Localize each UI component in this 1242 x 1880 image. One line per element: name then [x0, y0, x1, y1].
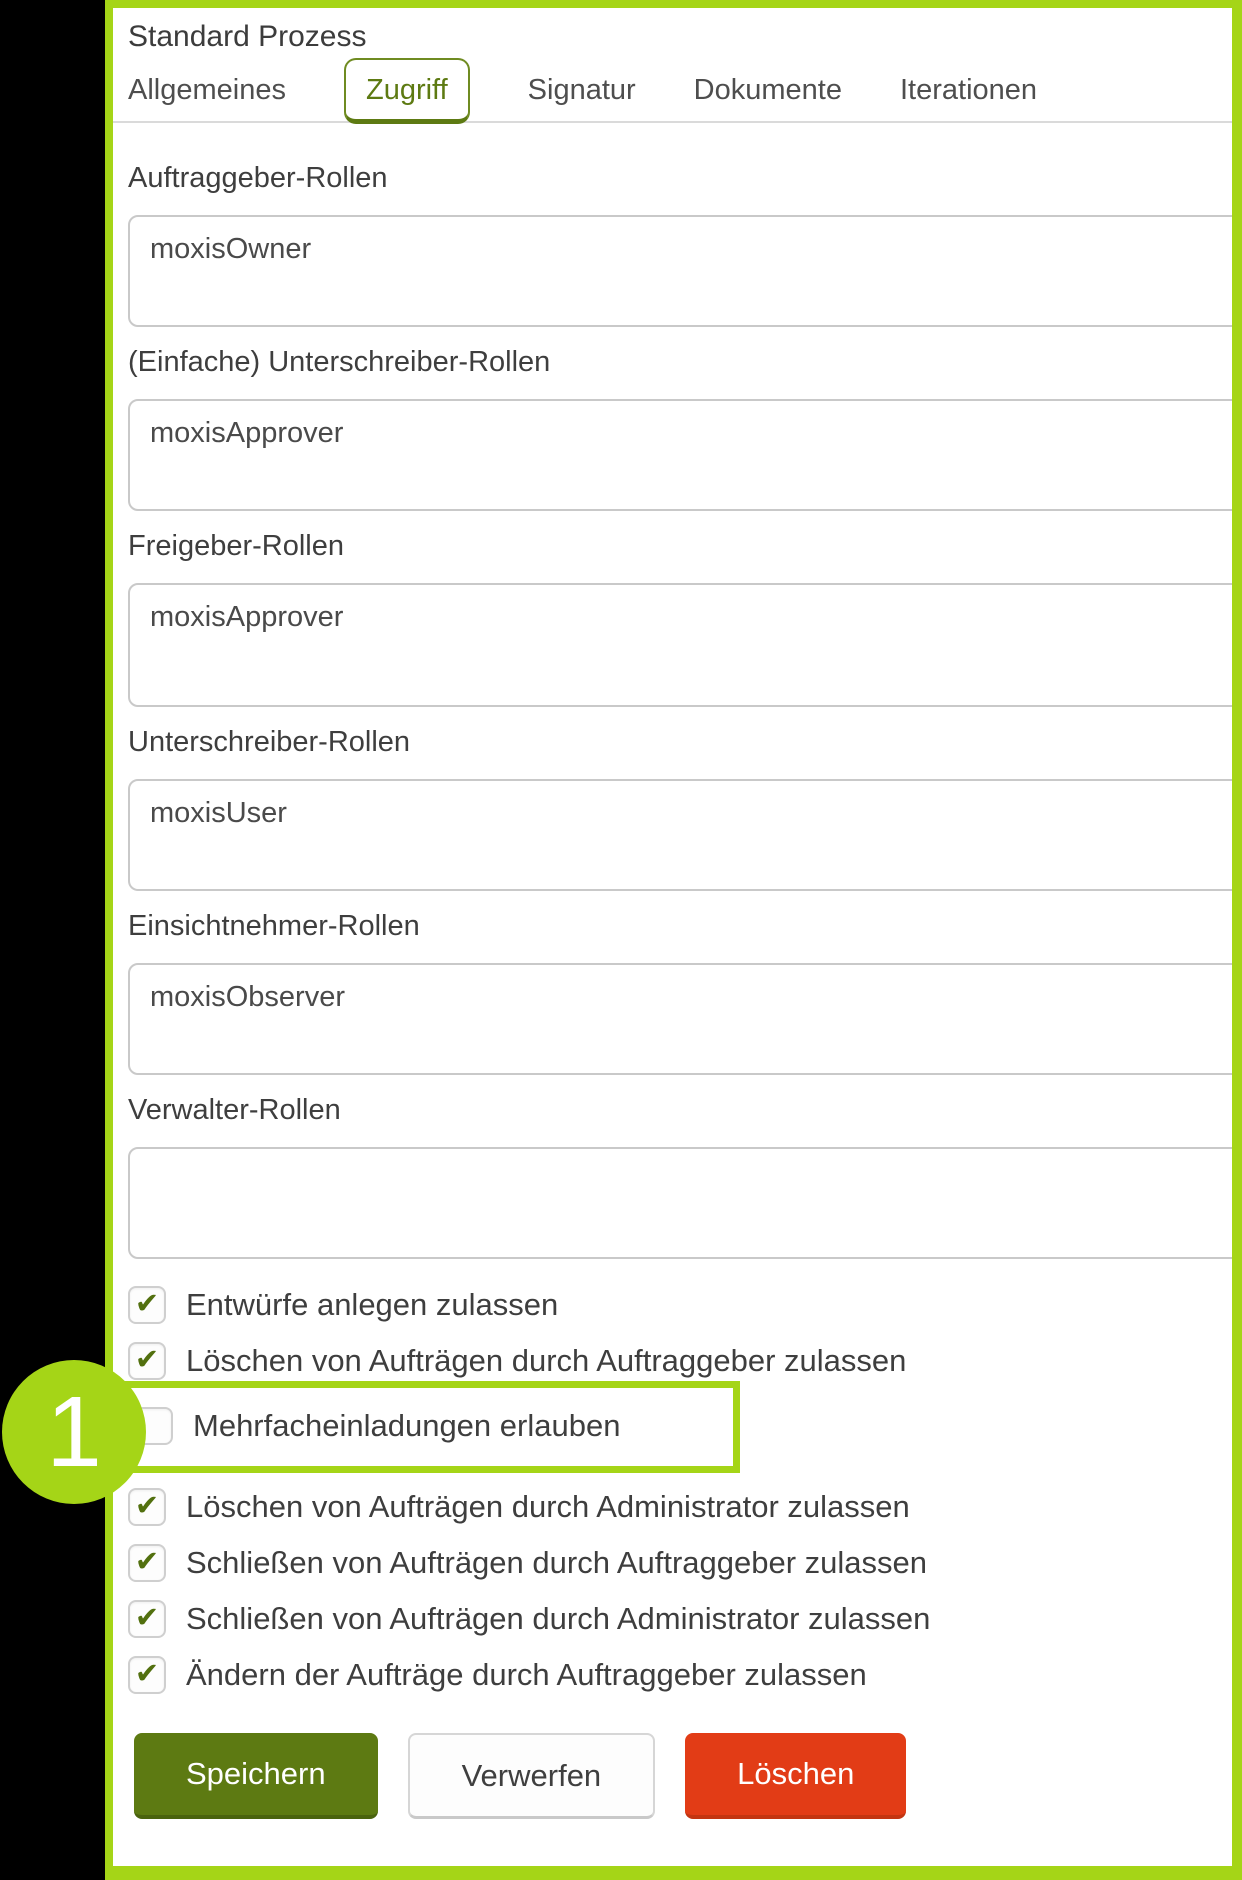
tab-zugriff[interactable]: Zugriff: [344, 58, 470, 124]
checkbox-schliessen-auftraggeber[interactable]: [128, 1544, 166, 1582]
checkmark-icon: ✔: [134, 1490, 160, 1522]
verwalter-rollen-input[interactable]: [128, 1147, 1242, 1259]
field-einfache-unterschreiber-rollen: [128, 345, 1232, 511]
field-unterschreiber-rollen: [128, 725, 1232, 891]
checkbox-loeschen-auftraggeber[interactable]: [128, 1342, 166, 1380]
einfache-unterschreiber-rollen-input[interactable]: [128, 399, 1242, 511]
tab-dokumente[interactable]: Dokumente: [693, 74, 842, 106]
field-label: (Einfache) Unterschreiber-Rollen: [128, 346, 551, 378]
checkbox-label: Schließen von Aufträgen durch Auftraggeber zulassen: [186, 1545, 928, 1580]
field-label: Verwalter-Rollen: [128, 1094, 341, 1126]
field-freigeber-rollen: [128, 529, 1232, 707]
checkbox-entwuerfe-anlegen[interactable]: [128, 1286, 166, 1324]
checkbox-row-aendern-auftraggeber[interactable]: [128, 1647, 1232, 1703]
input-value: moxisUser: [150, 797, 287, 829]
checkbox-row-mehrfacheinladungen[interactable]: [135, 1398, 733, 1454]
field-label: Auftraggeber-Rollen: [128, 162, 388, 194]
field-label: Freigeber-Rollen: [128, 530, 344, 562]
checkbox-label: Mehrfacheinladungen erlauben: [193, 1408, 621, 1443]
einsichtnehmer-rollen-input[interactable]: [128, 963, 1242, 1075]
auftraggeber-rollen-input[interactable]: [128, 215, 1242, 327]
unterschreiber-rollen-input[interactable]: [128, 779, 1242, 891]
field-label: Einsichtnehmer-Rollen: [128, 910, 420, 942]
checkmark-icon: ✔: [134, 1344, 160, 1376]
tab-bar: [128, 74, 1232, 107]
checkbox-row-entwuerfe-anlegen[interactable]: [128, 1277, 1232, 1333]
input-value: moxisApprover: [150, 417, 344, 449]
page-title: Standard Prozess: [128, 20, 367, 53]
checkbox-aendern-auftraggeber[interactable]: [128, 1656, 166, 1694]
checkbox-row-loeschen-administrator[interactable]: [128, 1479, 1232, 1535]
checkmark-icon: ✔: [134, 1602, 160, 1634]
freigeber-rollen-input[interactable]: [128, 583, 1242, 707]
checkbox-loeschen-administrator[interactable]: [128, 1488, 166, 1526]
action-button-bar: [134, 1733, 1232, 1819]
tab-signatur[interactable]: Signatur: [527, 74, 636, 106]
settings-panel: [105, 0, 1242, 1880]
checkbox-row-schliessen-auftraggeber[interactable]: [128, 1535, 1232, 1591]
field-label: Unterschreiber-Rollen: [128, 726, 411, 758]
roles-form: [128, 161, 1232, 1259]
tab-allgemeines[interactable]: Allgemeines: [128, 74, 286, 106]
annotation-step-circle: [2, 1360, 146, 1504]
checkbox-label: Entwürfe anlegen zulassen: [186, 1287, 559, 1322]
tab-iterationen[interactable]: Iterationen: [899, 74, 1038, 106]
tab-divider: [113, 121, 1240, 123]
annotation-highlight-box: [113, 1381, 740, 1473]
field-verwalter-rollen: [128, 1093, 1232, 1259]
input-value: moxisObserver: [150, 981, 345, 1013]
checkbox-label: Ändern der Aufträge durch Auftraggeber zulassen: [186, 1657, 867, 1692]
checkmark-icon: ✔: [134, 1658, 160, 1690]
save-button[interactable]: Speichern: [134, 1733, 378, 1819]
checkbox-label: Schließen von Aufträgen durch Administrator zulassen: [186, 1601, 931, 1636]
field-einsichtnehmer-rollen: [128, 909, 1232, 1075]
input-value: moxisOwner: [150, 233, 312, 265]
delete-button[interactable]: Löschen: [685, 1733, 906, 1819]
annotation-step-number: 1: [46, 1376, 102, 1488]
discard-button[interactable]: Verwerfen: [408, 1733, 656, 1819]
field-auftraggeber-rollen: [128, 161, 1232, 327]
checkbox-schliessen-administrator[interactable]: [128, 1600, 166, 1638]
checkbox-label: Löschen von Aufträgen durch Auftraggeber zulassen: [186, 1343, 907, 1378]
checkmark-icon: ✔: [134, 1546, 160, 1578]
permissions-checkbox-list: [128, 1277, 1232, 1703]
checkmark-icon: ✔: [134, 1288, 160, 1320]
checkbox-label: Löschen von Aufträgen durch Administrator zulassen: [186, 1489, 910, 1524]
checkbox-row-schliessen-administrator[interactable]: [128, 1591, 1232, 1647]
input-value: moxisApprover: [150, 601, 344, 633]
